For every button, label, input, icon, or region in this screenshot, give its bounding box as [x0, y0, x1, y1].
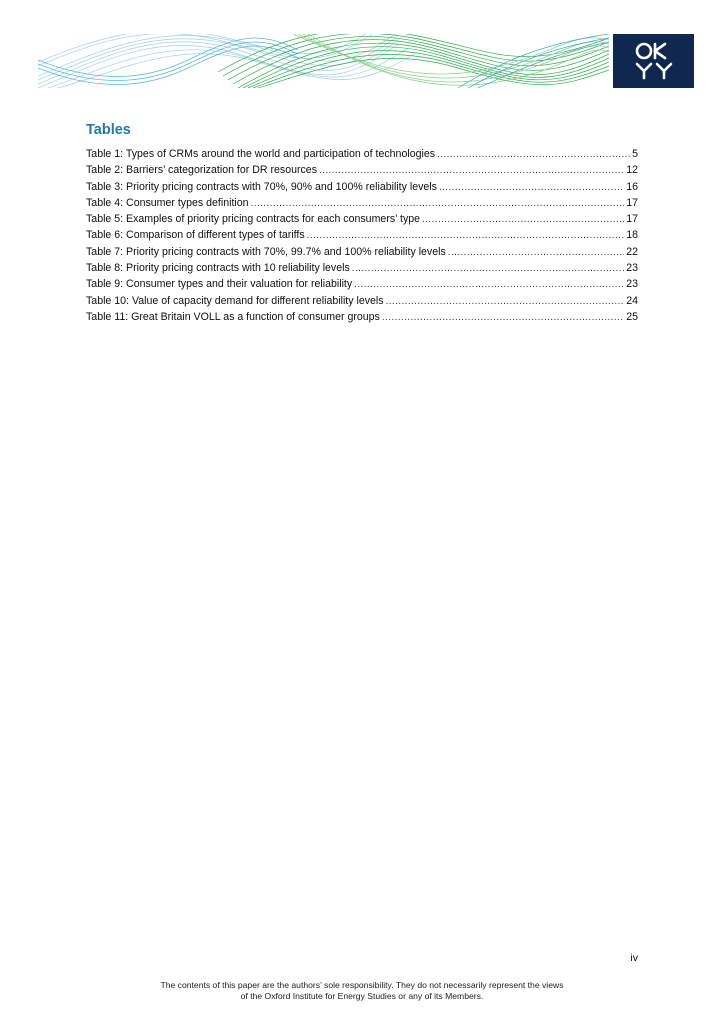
toc-entry-title: Table 11: Great Britain VOLL as a function of consumer groups: [86, 310, 380, 323]
footer-disclaimer: [0, 980, 724, 1002]
wave-graphic: [38, 34, 609, 88]
toc-entry[interactable]: [86, 195, 638, 211]
toc-entry-page: 24: [626, 294, 638, 307]
toc-entry[interactable]: [86, 260, 638, 276]
toc-entry-title: Table 3: Priority pricing contracts with 70%, 90% and 100% reliability levels: [86, 180, 437, 193]
toc-leader-dots: [382, 310, 624, 326]
toc-entry[interactable]: [86, 309, 638, 325]
toc-leader-dots: [319, 163, 624, 179]
toc-leader-dots: [307, 228, 625, 244]
toc-entry[interactable]: [86, 162, 638, 178]
header-banner: [38, 34, 609, 88]
toc-entry[interactable]: [86, 179, 638, 195]
toc-entry-title: Table 6: Comparison of different types of tariffs: [86, 229, 305, 242]
toc-leader-dots: [251, 196, 625, 212]
toc-entry-title: Table 10: Value of capacity demand for different reliability levels: [86, 294, 384, 307]
table-of-tables: [86, 146, 638, 325]
toc-entry-page: 17: [626, 213, 638, 226]
toc-entry-page: 25: [626, 310, 638, 323]
toc-entry-title: Table 8: Priority pricing contracts with 10 reliability levels: [86, 262, 350, 275]
toc-entry-title: Table 4: Consumer types definition: [86, 196, 249, 209]
toc-entry-page: 16: [626, 180, 638, 193]
toc-entry[interactable]: [86, 211, 638, 227]
toc-leader-dots: [448, 245, 624, 261]
toc-leader-dots: [352, 261, 624, 277]
toc-entry-page: 18: [626, 229, 638, 242]
toc-entry[interactable]: [86, 244, 638, 260]
toc-entry[interactable]: [86, 146, 638, 162]
toc-entry-page: 23: [626, 278, 638, 291]
toc-entry[interactable]: [86, 276, 638, 292]
toc-leader-dots: [422, 212, 624, 228]
logo: [613, 34, 694, 88]
oxford-energy-logo-icon: [634, 41, 674, 81]
footer-line-2: of the Oxford Institute for Energy Studies or any of its Members.: [240, 991, 484, 1001]
page-number: iv: [630, 952, 638, 964]
toc-entry-title: Table 1: Types of CRMs around the world and participation of technologies: [86, 148, 436, 160]
toc-entry-page: 5: [632, 148, 638, 160]
toc-entry-title: Table 2: Barriers’ categorization for DR resources: [86, 164, 317, 177]
toc-entry[interactable]: [86, 293, 638, 309]
toc-entry-title: Table 5: Examples of priority pricing contracts for each consumers’ type: [86, 213, 421, 226]
toc-entry[interactable]: [86, 227, 638, 243]
toc-entry-page: 17: [626, 196, 638, 209]
footer-line-1: The contents of this paper are the authors’ sole responsibility. They do not necessarily represent the views: [160, 980, 564, 990]
toc-leader-dots: [437, 147, 630, 163]
toc-entry-title: Table 9: Consumer types and their valuation for reliability: [86, 278, 353, 291]
toc-leader-dots: [354, 277, 624, 293]
toc-entry-page: 12: [626, 164, 638, 177]
toc-leader-dots: [439, 180, 624, 196]
toc-entry-page: 23: [626, 262, 638, 275]
section-heading: Tables: [86, 122, 131, 138]
toc-leader-dots: [386, 294, 625, 310]
toc-entry-page: 22: [626, 245, 638, 258]
toc-entry-title: Table 7: Priority pricing contracts with 70%, 99.7% and 100% reliability levels: [86, 245, 446, 258]
